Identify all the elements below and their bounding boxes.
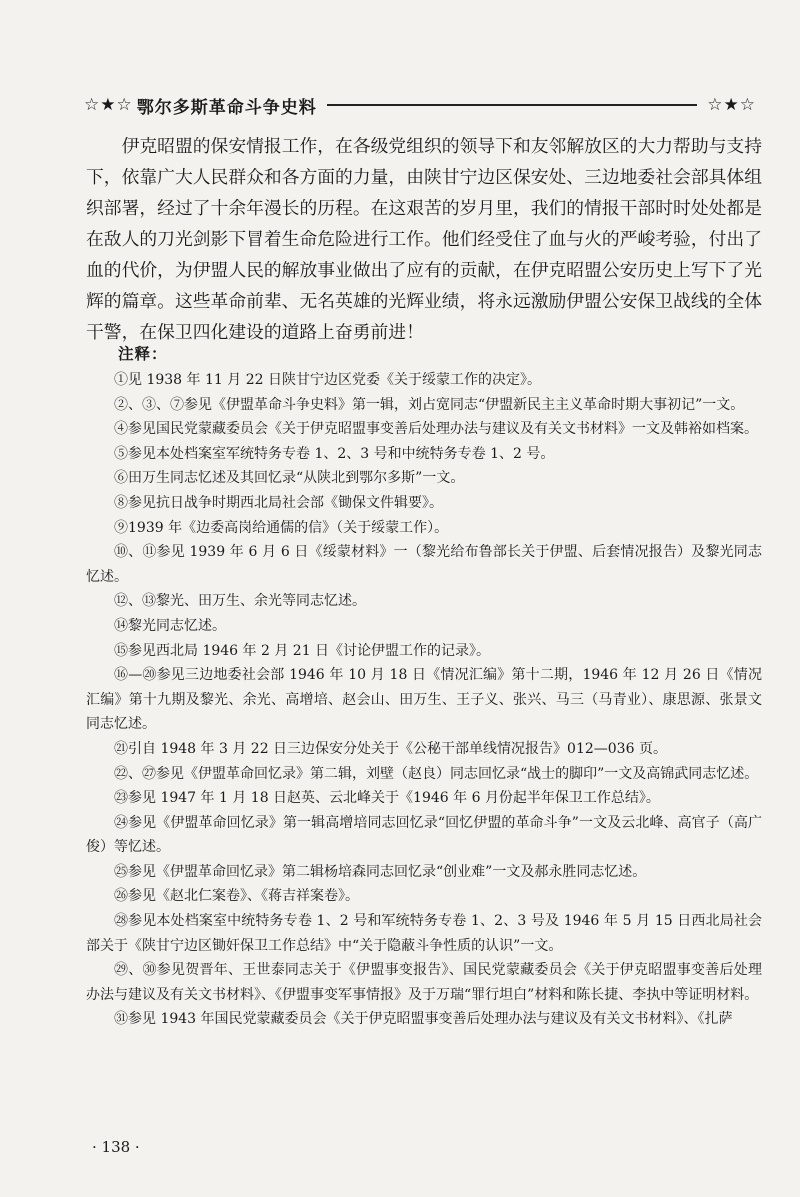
note-item: ㉓参见 1947 年 1 月 18 日赵英、云北峰关于《1946 年 6 月份起半年保卫工作总结》。 [114, 790, 660, 807]
note-item: ㉑引自 1948 年 3 月 22 日三边保安分处关于《公秘干部单线情况报告》012—036 页。 [114, 740, 667, 757]
note-item: ⑤参见本处档案室军统特务专卷 1、2、3 号和中统特务专卷 1、2 号。 [114, 445, 555, 462]
note-item: ⑯—⑳参见三边地委社会部 1946 年 10 月 18 日《情况汇编》第十二期，1946 年 12 月 26 日《情况汇编》第十九期及黎光、余光、高增培、赵会山、田万生、王子义、张兴、马三（马青业）、康思源、张景文同志忆述。 [86, 667, 762, 733]
note-item: ⑥田万生同志忆述及其回忆录“从陕北到鄂尔多斯”一文。 [114, 470, 465, 487]
header-rule [327, 104, 698, 106]
notes-heading: 注释： [118, 344, 168, 363]
header-stars-left-icon: ☆★☆ [84, 95, 133, 115]
page-number: · 138 · [92, 1138, 140, 1156]
body-paragraph: 伊克昭盟的保安情报工作，在各级党组织的领导下和友邻解放区的大力帮助与支持下，依靠广大人民群众和各方面的力量，由陕甘宁边区保安处、三边地委社会部具体组织部署，经过了十余年漫长的历程。在这艰苦的岁月里，我们的情报干部时时处处都是在敌人的刀光剑影下冒着生命危险进行工作。他们经受住了血与火的严峻考验，付出了血的代价，为伊盟人民的解放事业做出了应有的贡献，在伊克昭盟公安历史上写下了光辉的篇章。这些革命前辈、无名英雄的光辉业绩，将永远激励伊盟公安保卫战线的全体干警，在保卫四化建设的道路上奋勇前进！ [86, 136, 762, 343]
note-item: ⑮参见西北局 1946 年 2 月 21 日《讨论伊盟工作的记录》。 [114, 642, 491, 659]
note-item: ⑧参见抗日战争时期西北局社会部《锄保文件辑要》。 [114, 494, 443, 511]
note-item: ⑩、⑪参见 1939 年 6 月 6 日《绥蒙材料》一（黎光给布鲁部长关于伊盟、后套情况报告）及黎光同志忆述。 [86, 544, 762, 585]
header-title: 鄂尔多斯革命斗争史料 [136, 97, 317, 118]
note-item: ㉔参见《伊盟革命回忆录》第一辑高增培同志回忆录“回忆伊盟的革命斗争”一文及云北峰、高官子（高广俊）等忆述。 [86, 814, 762, 856]
header-stars-right-icon: ☆★☆ [707, 95, 756, 115]
note-item: ㉕参见《伊盟革命回忆录》第二辑杨培森同志回忆录“创业难”一文及郝永胜同志忆述。 [114, 863, 647, 880]
note-item: ㉒、㉗参见《伊盟革命回忆录》第二辑，刘壁（赵良）同志回忆录“战士的脚印”一文及高锦武同志忆述。 [114, 765, 759, 782]
note-item: ①见 1938 年 11 月 22 日陕甘宁边区党委《关于绥蒙工作的决定》。 [114, 372, 541, 388]
note-item: ㉙、㉚参见贺晋年、王世泰同志关于《伊盟事变报告》、国民党蒙藏委员会《关于伊克昭盟事变善后处理办法与建议及有关文书材料》、《伊盟事变军事情报》及于万瑞“罪行坦白”材料和陈长捷、李执中等证明材料。 [86, 962, 762, 1003]
note-item: ④参见国民党蒙藏委员会《关于伊克昭盟事变善后处理办法与建议及有关文书材料》一文及韩裕如档案。 [114, 421, 758, 438]
note-item: ⑭黎光同志忆述。 [114, 617, 226, 634]
note-item: ㉘参见本处档案室中统特务专卷 1、2 号和军统特务专卷 1、2、3 号及 1946 年 5 月 15 日西北局社会部关于《陕甘宁边区锄奸保卫工作总结》中“关于隐蔽斗争性质的认识”一文。 [86, 913, 762, 954]
note-item: ⑫、⑬黎光、田万生、余光等同志忆述。 [114, 593, 366, 610]
note-item: ㉛参见 1943 年国民党蒙藏委员会《关于伊克昭盟事变善后处理办法与建议及有关文书材料》、《扎萨 [114, 1011, 733, 1028]
note-item: ㉖参见《赵北仁案卷》、《蒋吉祥案卷》。 [114, 888, 359, 905]
notes-list [86, 368, 762, 1032]
note-item: ⑨1939 年《边委高岗给通儒的信》（关于绥蒙工作）。 [114, 519, 449, 536]
running-header [84, 92, 756, 118]
note-item: ②、③、⑦参见《伊盟革命斗争史料》第一辑，刘占宽同志“伊盟新民主主义革命时期大事初记”一文。 [114, 396, 745, 413]
